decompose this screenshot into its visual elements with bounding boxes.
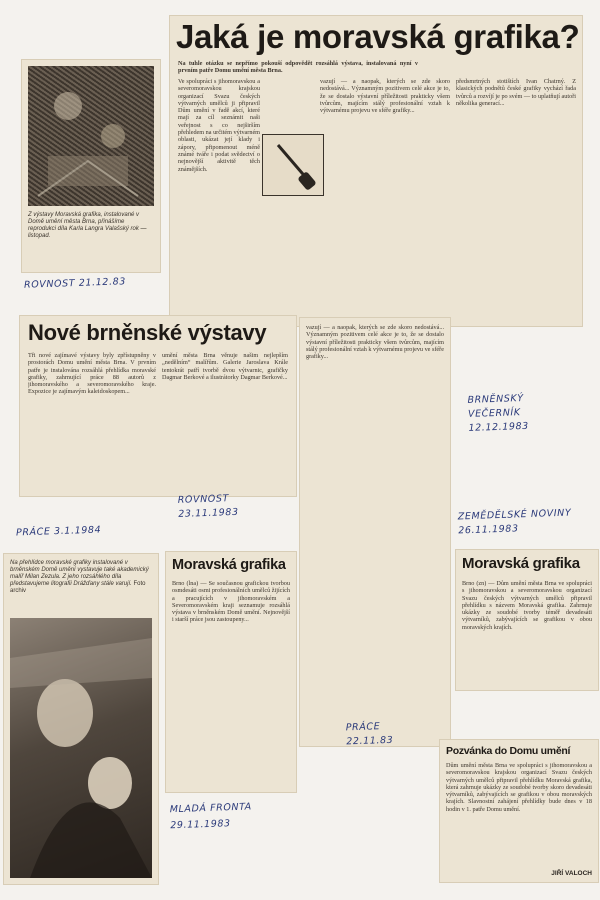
mother-child-icon [10, 618, 152, 878]
brush-icon [263, 135, 323, 195]
article-lead: Na tuhle otázku se nepřímo pokouší odpovědět rozsáhlá výstava, instalovaná nyní v prvním patře Domu umění města Brna. [178, 60, 418, 75]
continuation-text [306, 324, 444, 742]
clip2-column-a [28, 352, 156, 490]
article-column-a: Ve spolupráci s jihomoravskou a severomoravskou krajskou organizací Svazu českých výtvarných umělců ji připravil Dům umění v řadě akcí, které mají za cíl seznámit naši veřejnost s co nejširším přehledem na určitém výtvarném oblasti, ukázat její klady i zápory, připomenout méně známé tváře i podat svědectví o nejnovější aktivitě těch známějších. [178, 78, 260, 173]
lithograph-image [10, 618, 152, 878]
etching-figures-icon [28, 66, 154, 206]
article-column-b [320, 78, 450, 318]
article-moravska-grafika-lna [166, 552, 296, 792]
author-signature: JIŘÍ VALOCH [551, 870, 592, 877]
clip5-body [462, 580, 592, 686]
column-b-text: vazují — a naopak, kterých se zde skoro nedostává... Významným pozitivem celé akce je to, že se dostalo výstavní příležitosti prakticky všem tvůrcům, majícím stálý profesionální vztah k výtvarnému projevu ve sféře grafiky... [320, 78, 450, 115]
article-nove-brnenske-vystavy [20, 316, 296, 496]
headline-jaka-je: Jaká je moravská grafika? [176, 18, 580, 55]
article-column-c [456, 78, 576, 318]
note-prace-22-11-83: PRÁCE 22.11.83 [345, 721, 394, 748]
clip5-body-text: Brno (zn) — Dům umění města Brna ve spolupráci s jihomoravskou a severomoravskou organizací Svazu českých výtvarných umělců připravil přehlídku s názvem Moravská grafika. Zahrnuje ukázky ze soudobé tvorby téměř devadesáti výtvarníků, zabývajících se grafikou v obou moravských krajích. [462, 580, 592, 631]
headline-pozvanka: Pozvánka do Domu umění [446, 745, 571, 757]
article-main [170, 16, 582, 326]
note-mlada-fronta: MLADÁ FRONTA 29.11.1983 [169, 801, 252, 832]
article-moravska-grafika-zn [456, 550, 598, 690]
clip4-body-text: Brno (lna) — Se současnou grafickou tvorbou osmdesáti osmi profesionálních umělců žijících a pracujících v jihomoravském a Severomoravském kraji seznamuje rozsáhlá výstava v brněnském Domě umění. Nejnovější i starší práce jsou zastoupeny... [172, 580, 290, 624]
zezula-caption-text: Na přehlídce moravské grafiky instalované v brněnském Domě umění vystavuje také akademický malíř Milan Zezula. Z jeho rozsáhlého díla představujeme litografii Drážďany stále varují. [10, 560, 149, 587]
clip4-body [172, 580, 290, 786]
clip2-column-a-text: Tři nové zajímavé výstavy byly zpřístupněny v prostorách Domu umění města Brna. V prvním patře je instalována rozsáhlá přehlídka moravské grafiky, zahrnující práce 88 autorů z jihomoravského a severomoravského kraje. Expozice je zajímavým kaleidoskopem... [28, 352, 156, 396]
clip6-body-text: Dům umění města Brna ve spolupráci s jihomoravskou a severomoravskou krajskou organizací Svazu českých výtvarných umělců připravil přehlídku Moravská grafika, která zahrnuje ukázky ze soudobé tvorby skoro devadesáti výtvarníků, zabývajících se grafikou v obou moravských krajích. Slavnostní zahájení přehlídky bude dnes v 18 hodin v 1. patře Domu umění. [446, 762, 592, 813]
photo-clip-valassky-rok [22, 60, 160, 272]
headline-moravska-grafika-1: Moravská grafika [172, 557, 286, 573]
photo-caption: Z výstavy Moravská grafika, instalované v Domě umění města Brna, přinášíme reprodukci díla Karla Langra Valašský rok — listopad. [28, 212, 147, 239]
artwork-reproduction-image [28, 66, 154, 206]
column-c-text: předsmrtných stotištích Ivan Chatrný. Z klasických podnětů české grafiky vychází řada tvůrců a rozvíjí je po svém — to uplatňují autoři několika generací... [456, 78, 576, 107]
continuation-text-span: vazují — a naopak, kterých se zde skoro nedostává... Významným pozitivem celé akce je to, že se dostalo výstavní příležitosti prakticky všem tvůrcům, majícím stálý profesionální vztah k výtvarnému projevu ve sféře grafiky... [306, 324, 444, 361]
photo-clip-zezula [4, 554, 158, 884]
clip6-body [446, 762, 592, 868]
article-pozvanka [440, 740, 598, 882]
note-vecernik-text: BRNĚNSKÝ VEČERNÍK 12.12.1983 [467, 392, 530, 434]
brush-illustration [262, 134, 324, 196]
article-continuation [300, 318, 450, 746]
note-brnensky-vecernik [467, 390, 578, 436]
headline-moravska-grafika-2: Moravská grafika [462, 555, 580, 572]
note-zemedelske-noviny: ZEMĚDĚLSKÉ NOVINY 26.11.1983 [457, 507, 572, 537]
note-rovnost-23-11-1983: ROVNOST 23.11.1983 [177, 493, 239, 520]
photo-credit: Foto archiv [10, 581, 146, 594]
zezula-caption [10, 560, 152, 595]
note-prace-3-1-1984: PRÁCE 3.1.1984 [15, 524, 102, 539]
headline-nove-brnenske: Nové brněnské výstavy [28, 320, 267, 345]
clip2-column-b [162, 352, 288, 490]
clip2-column-b-text: umění města Brna věnuje našim nejlepším „nedělním“ malířům. Galerie Jaroslava Krále tentokrát patří tvorbě dvou výtvarnic, grafičky Dagmar Berkové a ilustrátorky Dagmar Berkové... [162, 352, 288, 381]
note-rovnost-21-12-83: ROVNOST 21.12.83 [23, 276, 127, 291]
